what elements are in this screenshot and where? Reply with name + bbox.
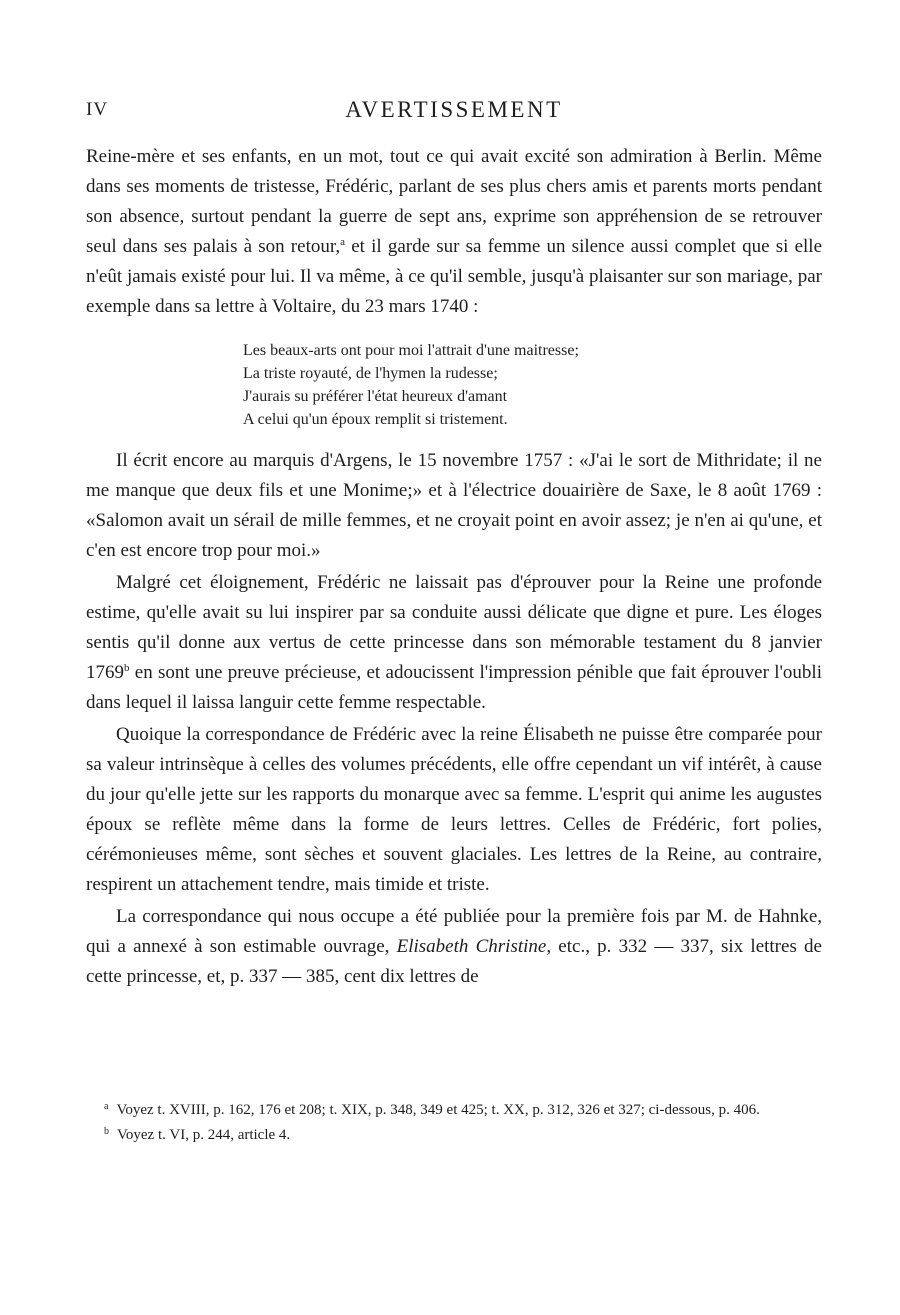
verse-line: J'aurais su préférer l'état heureux d'amant xyxy=(243,388,508,405)
paragraph-5-text: La correspondance qui nous occupe a été publiée pour la première fois par M. de Hahnke, qui a annexé à son estimable ouvrage, xyxy=(86,906,822,957)
verse-line: A celui qu'un époux remplit si tristement. xyxy=(243,411,508,428)
book-title: Elisabeth Christine, xyxy=(396,936,552,957)
page-number: IV xyxy=(86,99,109,120)
verse-line: Les beaux-arts ont pour moi l'attrait d'une maitresse; xyxy=(243,342,579,359)
paragraph-3 xyxy=(86,568,822,718)
paragraph-3-rest: en sont une preuve précieuse, et adoucissent l'impression pénible que fait éprouver l'oubli dans lequel il laissa languir cette femme respectable. xyxy=(86,662,822,713)
footnote-b xyxy=(82,1121,822,1146)
footnote-ref-b: b xyxy=(124,662,130,674)
paragraph-1-text: Reine-mère et ses enfants, en un mot, tout ce qui avait excité son admiration à Berlin. Même dans ses moments de tristesse, Frédéric, parlant de ses plus chers amis et parents morts pendant son absence, surtout pendant la guerre de sept ans, exprime son appréhension de se retrouver seul dans ses palais à son retour, xyxy=(86,146,822,257)
footnotes xyxy=(82,1096,822,1146)
footnote-ref-a: a xyxy=(340,236,346,248)
footnote-text: Voyez t. XVIII, p. 162, 176 et 208; t. XIX, p. 348, 349 et 425; t. XX, p. 312, 326 et 327; ci-dessous, p. 406. xyxy=(116,1102,760,1118)
paragraph-5-rest: etc., p. 332 — 337, six lettres de cette princesse, et, p. 337 — 385, cent dix lettres de xyxy=(86,936,822,987)
paragraph-5 xyxy=(86,902,822,992)
paragraph-3-text: Malgré cet éloignement, Frédéric ne laissait pas d'éprouver pour la Reine une profonde estime, qu'elle avait su lui inspirer par sa conduite aussi délicate que digne et pure. Les éloges sentis qu'il donne aux vertus de cette princesse dans son mémorable testament du 8 janvier 1769 xyxy=(86,572,822,683)
paragraph-4: Quoique la correspondance de Frédéric avec la reine Élisabeth ne puisse être comparée pour sa valeur intrinsèque à celles des volumes précédents, elle offre cependant un vif intérêt, à cause du jour qu'elle jette sur les rapports du monarque avec sa femme. L'esprit qui anime les augustes époux se reflète même dans la forme de leurs lettres. Celles de Frédéric, fort polies, cérémonieuses même, sont sèches et souvent glaciales. Les lettres de la Reine, au contraire, respirent un attachement tendre, mais timide et triste. xyxy=(86,724,822,895)
running-title: AVERTISSEMENT xyxy=(345,97,563,122)
footnote-mark: a xyxy=(104,1101,109,1112)
footnote-a xyxy=(82,1096,822,1121)
footnote-text: Voyez t. VI, p. 244, article 4. xyxy=(117,1127,291,1143)
main-text xyxy=(86,142,822,992)
paragraph-1-rest: et il garde sur sa femme un silence aussi complet que si elle n'eût jamais existé pour lui. Il va même, à ce qu'il semble, jusqu'à plaisanter sur son mariage, par exemple dans sa lettre à Voltaire, du 23 mars 1740 : xyxy=(86,236,822,317)
footnote-mark: b xyxy=(104,1126,109,1137)
page-header xyxy=(86,97,822,127)
paragraph-1 xyxy=(86,142,822,322)
verse-line: La triste royauté, de l'hymen la rudesse; xyxy=(243,365,498,382)
paragraph-2: Il écrit encore au marquis d'Argens, le 15 novembre 1757 : «J'ai le sort de Mithridate; il ne me manque que deux fils et une Monime;» et à l'électrice douairière de Saxe, le 8 août 1769 : «Salomon avait un sérail de mille femmes, et ne croyait point en avoir assez; je n'en ai qu'une, et c'en est encore trop pour moi.» xyxy=(86,450,822,561)
verse-quote xyxy=(243,339,822,431)
